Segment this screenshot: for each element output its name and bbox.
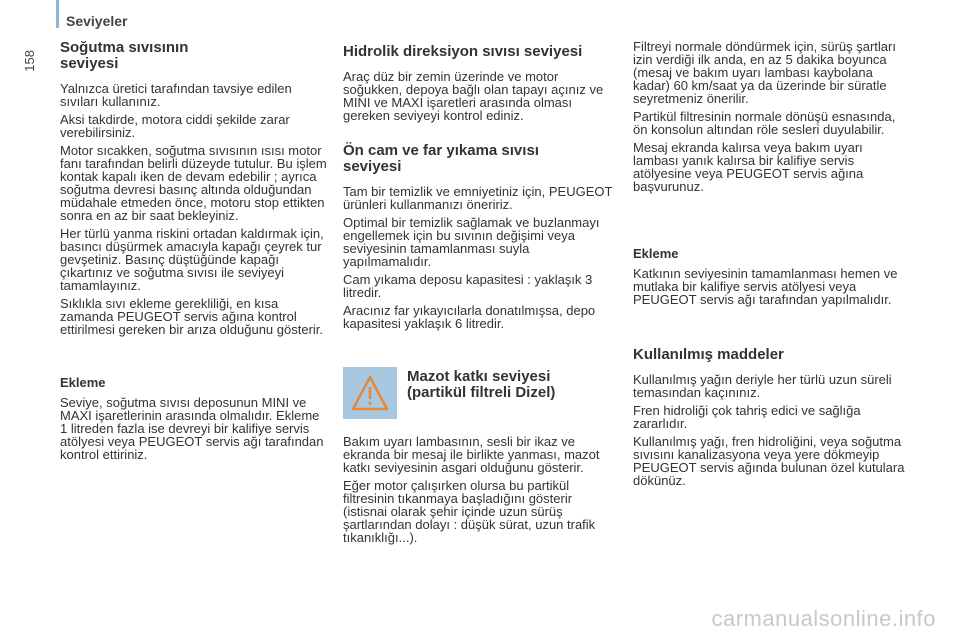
washer-fluid-para: Tam bir temizlik ve emniyetiniz için, PEUGEOT ürünleri kullanmanızı öneririz. <box>343 184 613 212</box>
filter-para: Mesaj ekranda kalırsa veya bakım uyarı lambası yanık kalırsa bir kalifiye servis atölyesine veya PEUGEOT servis ağına başvurunuz. <box>633 140 864 194</box>
steering-fluid-heading: Hidrolik direksiyon sıvısı seviyesi <box>343 43 583 60</box>
column-coolant <box>60 40 330 466</box>
warning-triangle-icon <box>343 367 397 419</box>
used-products-heading: Kullanılmış maddeler <box>633 346 784 363</box>
used-products-para: Kullanılmış yağı, fren hidroliğini, veya soğutma sıvısını kanalizasyona veya yere dökmeyip PEUGEOT servis ağında bulunan özel kutulara dökünüz. <box>633 434 905 488</box>
diesel-additive-heading: Mazot katkı seviyesi (partikül filtreli Dizel) <box>407 368 556 401</box>
page-number: 158 <box>22 50 37 72</box>
additive-topup-para: Katkının seviyesinin tamamlanması hemen ve mutlaka bir kalifiye servis atölyesi veya PEUGEOT servis ağı tarafından yapılmalıdır. <box>633 266 898 307</box>
filter-para: Partikül filtresinin normale dönüşü esnasında, ön konsolun altından röle sesleri duyulabilir. <box>633 109 896 137</box>
washer-fluid-para: Optimal bir temizlik sağlamak ve buzlanmayı engellemek için bu sıvının değişimi veya seviyesinin tamamlanması suyla yapılmamalıdır. <box>343 215 600 269</box>
column-steering-washer-additive <box>343 40 618 549</box>
washer-fluid-para: Cam yıkama deposu kapasitesi : yaklaşık 3 litredir. <box>343 272 593 300</box>
coolant-heading: Soğutma sıvısının seviyesi <box>60 39 189 72</box>
additive-topup-heading: Ekleme <box>633 246 679 261</box>
filter-para: Filtreyi normale döndürmek için, sürüş şartları izin verdiği ilk anda, en az 5 dakika boyunca (mesaj ve bakım uyarı lambası kaybolana kadar) 60 km/saat ya da üzerinde bir süratle seyretmeniz önerilir. <box>633 39 896 106</box>
washer-fluid-heading: Ön cam ve far yıkama sıvısı seviyesi <box>343 142 539 175</box>
used-products-para: Kullanılmış yağın deriyle her türlü uzun süreli temasından kaçınınız. <box>633 372 892 400</box>
coolant-para: Aksi takdirde, motora ciddi şekilde zarar verebilirsiniz. <box>60 112 290 140</box>
steering-fluid-para: Araç düz bir zemin üzerinde ve motor soğukken, depoya bağlı olan tapayı açınız ve MINI ve MAXI işaretleri arasında olması gereken seviyeyi kontrol ediniz. <box>343 69 604 123</box>
section-title: Seviyeler <box>66 13 128 29</box>
coolant-topup-heading: Ekleme <box>60 375 106 390</box>
used-products-para: Fren hidroliği çok tahriş edici ve sağlığa zararlıdır. <box>633 403 861 431</box>
column-filter-used-products <box>633 40 908 492</box>
washer-fluid-para: Aracınız far yıkayıcılarla donatılmışsa, depo kapasitesi yaklaşık 6 litredir. <box>343 303 596 331</box>
coolant-para: Yalnızca üretici tarafından tavsiye edilen sıvıları kullanınız. <box>60 81 292 109</box>
watermark: carmanualsonline.info <box>711 606 936 631</box>
coolant-para: Sıklıkla sıvı ekleme gerekliliği, en kısa zamanda PEUGEOT servis ağına kontrol ettirilmesi gereken bir arıza olduğunu gösterir. <box>60 296 324 337</box>
coolant-para: Her türlü yanma riskini ortadan kaldırmak için, basıncı düşürmek amacıyla kapağı çeyrek tur gevşetiniz. Basınç düştüğünde kapağı çıkartınız ve soğutma sıvısı ile seviyeyi tamamlayınız. <box>60 226 324 293</box>
diesel-additive-para: Bakım uyarı lambasının, sesli bir ikaz ve ekranda bir mesaj ile birlikte yanması, mazot katkı seviyesinin asgari olduğunu gösterir. <box>343 434 600 475</box>
section-accent-bar <box>56 0 59 28</box>
additive-warning-block <box>343 367 618 419</box>
coolant-topup-para: Seviye, soğutma sıvısı deposunun MINI ve MAXI işaretlerinin arasında olmalıdır. Ekleme 1 litreden fazla ise devreyi bir kalifiye servis atölyesi veya PEUGEOT servis ağı tarafından kontrol ettiriniz. <box>60 395 324 462</box>
diesel-additive-para: Eğer motor çalışırken olursa bu partikül filtresinin tıkanmaya başladığını gösterir (istisnai olarak şehir içinde uzun sürüş şartlarından dolayı : düşük sürat, uzun trafik tıkanıklığı...). <box>343 478 596 545</box>
coolant-para: Motor sıcakken, soğutma sıvısının ısısı motor fanı tarafından belirli düzeyde tutulur. Bu işlem kontak kapalı iken de devam edebilir ; ayrıca soğutma devresi basınç altında olduğundan müdahale etmeden önce, motoru stop ettikten sonra en az bir saat bekleyiniz. <box>60 143 327 223</box>
